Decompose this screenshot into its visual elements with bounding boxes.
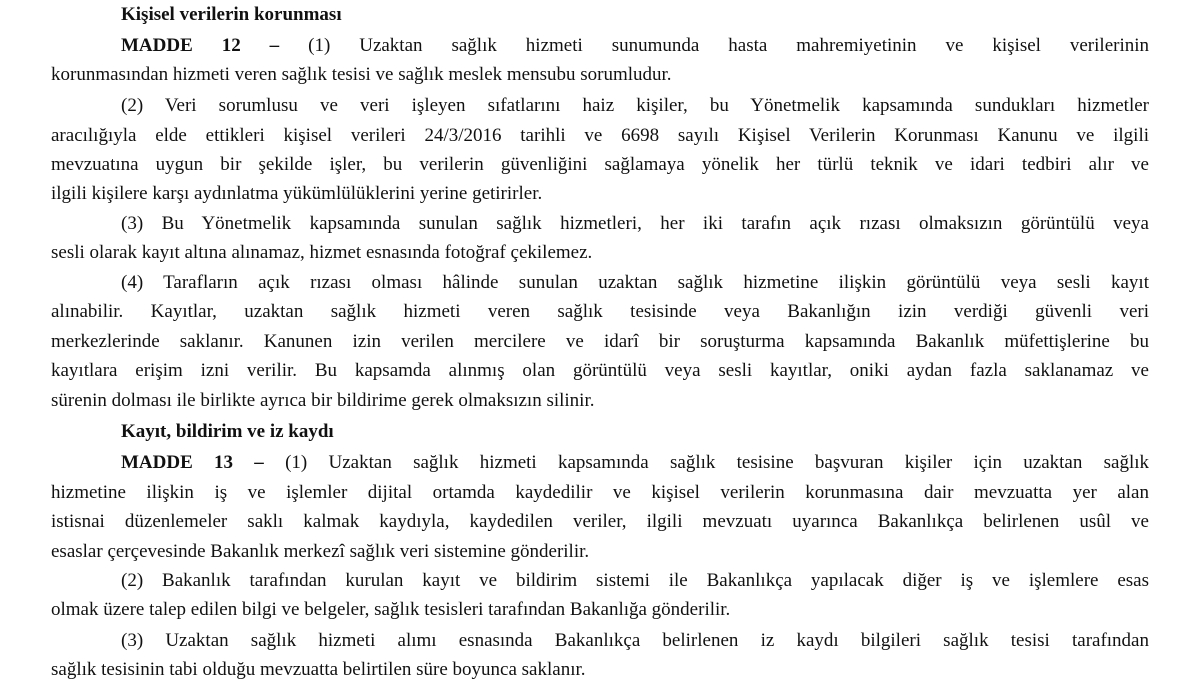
madde-13-p1-line-4: esaslar çerçevesinde Bakanlık merkezî sağlık veri sistemine gönderilir.: [51, 541, 590, 562]
madde-12-p2-line-2: aracılığıyla elde ettikleri kişisel verileri 24/3/2016 tarihli ve 6698 sayılı Kişisel Verilerin Korunması Kanunu ve ilgili: [51, 125, 1149, 146]
section-12-heading: Kişisel verilerin korunması: [121, 4, 342, 25]
madde-12-p3-line-1: (3) Bu Yönetmelik kapsamında sunulan sağlık hizmetleri, her iki tarafın açık rızası olmaksızın görüntülü veya: [121, 213, 1149, 234]
madde-13-p1-line-1: (1) Uzaktan sağlık hizmeti kapsamında sağlık tesisine başvuran kişiler için uzaktan sağlık: [285, 452, 1150, 473]
madde-13-p2-line-2: olmak üzere talep edilen bilgi ve belgeler, sağlık tesisleri tarafından Bakanlığa gönderilir.: [51, 599, 731, 620]
madde-12-p2-line-4: ilgili kişilere karşı aydınlatma yükümlülüklerini yerine getirirler.: [51, 183, 543, 204]
madde-13-label: MADDE 13 –: [121, 452, 264, 473]
madde-13-p2-line-1: (2) Bakanlık tarafından kurulan kayıt ve bildirim sistemi ile Bakanlıkça yapılacak diğer iş ve işlemlere esas: [121, 570, 1149, 591]
madde-12-label: MADDE 12 –: [121, 35, 280, 56]
madde-13-line-1: [121, 451, 1149, 475]
madde-12-p2-line-3: mevzuatına uygun bir şekilde işler, bu verilerin güvenliğini sağlamaya yönelik her türlü teknik ve idari tedbiri alır ve: [51, 154, 1149, 175]
madde-12-p4-line-5: sürenin dolması ile birlikte ayrıca bir bildirime gerek olmaksızın silinir.: [51, 390, 595, 411]
madde-13-p1-line-2: hizmetine ilişkin iş ve işlemler dijital ortamda kaydedilir ve kişisel verilerin korunmasına dair mevzuatta yer alan: [51, 482, 1149, 503]
madde-12-p4-line-4: kayıtlara erişim izni verilir. Bu kapsamda alınmış olan görüntülü veya sesli kayıtlar, oniki aydan fazla saklanamaz ve: [51, 360, 1149, 381]
madde-12-p4-line-2: alınabilir. Kayıtlar, uzaktan sağlık hizmeti veren sağlık tesisinde veya Bakanlığın izin verdiği güvenli veri: [51, 301, 1149, 322]
madde-12-p4-line-3: merkezlerinde saklanır. Kanunen izin verilen mercilere ve idarî bir soruşturma kapsamında Bakanlık müfettişlerine bu: [51, 331, 1149, 352]
madde-13-p1-line-3: istisnai düzenlemeler saklı kalmak kaydıyla, kaydedilen veriler, ilgili mevzuatı uyarınca Bakanlıkça belirlenen usûl ve: [51, 511, 1149, 532]
madde-12-p1-line-2: korunmasından hizmeti veren sağlık tesisi ve sağlık meslek mensubu sorumludur.: [51, 64, 672, 85]
section-13-heading: Kayıt, bildirim ve iz kaydı: [121, 421, 334, 442]
madde-12-p3-line-2: sesli olarak kayıt altına alınamaz, hizmet esnasında fotoğraf çekilemez.: [51, 242, 593, 263]
madde-12-line-1: [121, 34, 1149, 58]
madde-12-p1-line-1: (1) Uzaktan sağlık hizmeti sunumunda hasta mahremiyetinin ve kişisel verilerinin: [308, 35, 1150, 56]
madde-12-p4-line-1: (4) Tarafların açık rızası olması hâlinde sunulan uzaktan sağlık hizmetine ilişkin görüntülü veya sesli kayıt: [121, 272, 1149, 293]
madde-13-p3-line-1: (3) Uzaktan sağlık hizmeti alımı esnasında Bakanlıkça belirlenen iz kaydı bilgileri sağlık tesisi tarafından: [121, 630, 1149, 651]
madde-13-p3-line-2: sağlık tesisinin tabi olduğu mevzuatta belirtilen süre boyunca saklanır.: [51, 659, 586, 680]
madde-12-p2-line-1: (2) Veri sorumlusu ve veri işleyen sıfatlarını haiz kişiler, bu Yönetmelik kapsamında sundukları hizmetler: [121, 95, 1149, 116]
